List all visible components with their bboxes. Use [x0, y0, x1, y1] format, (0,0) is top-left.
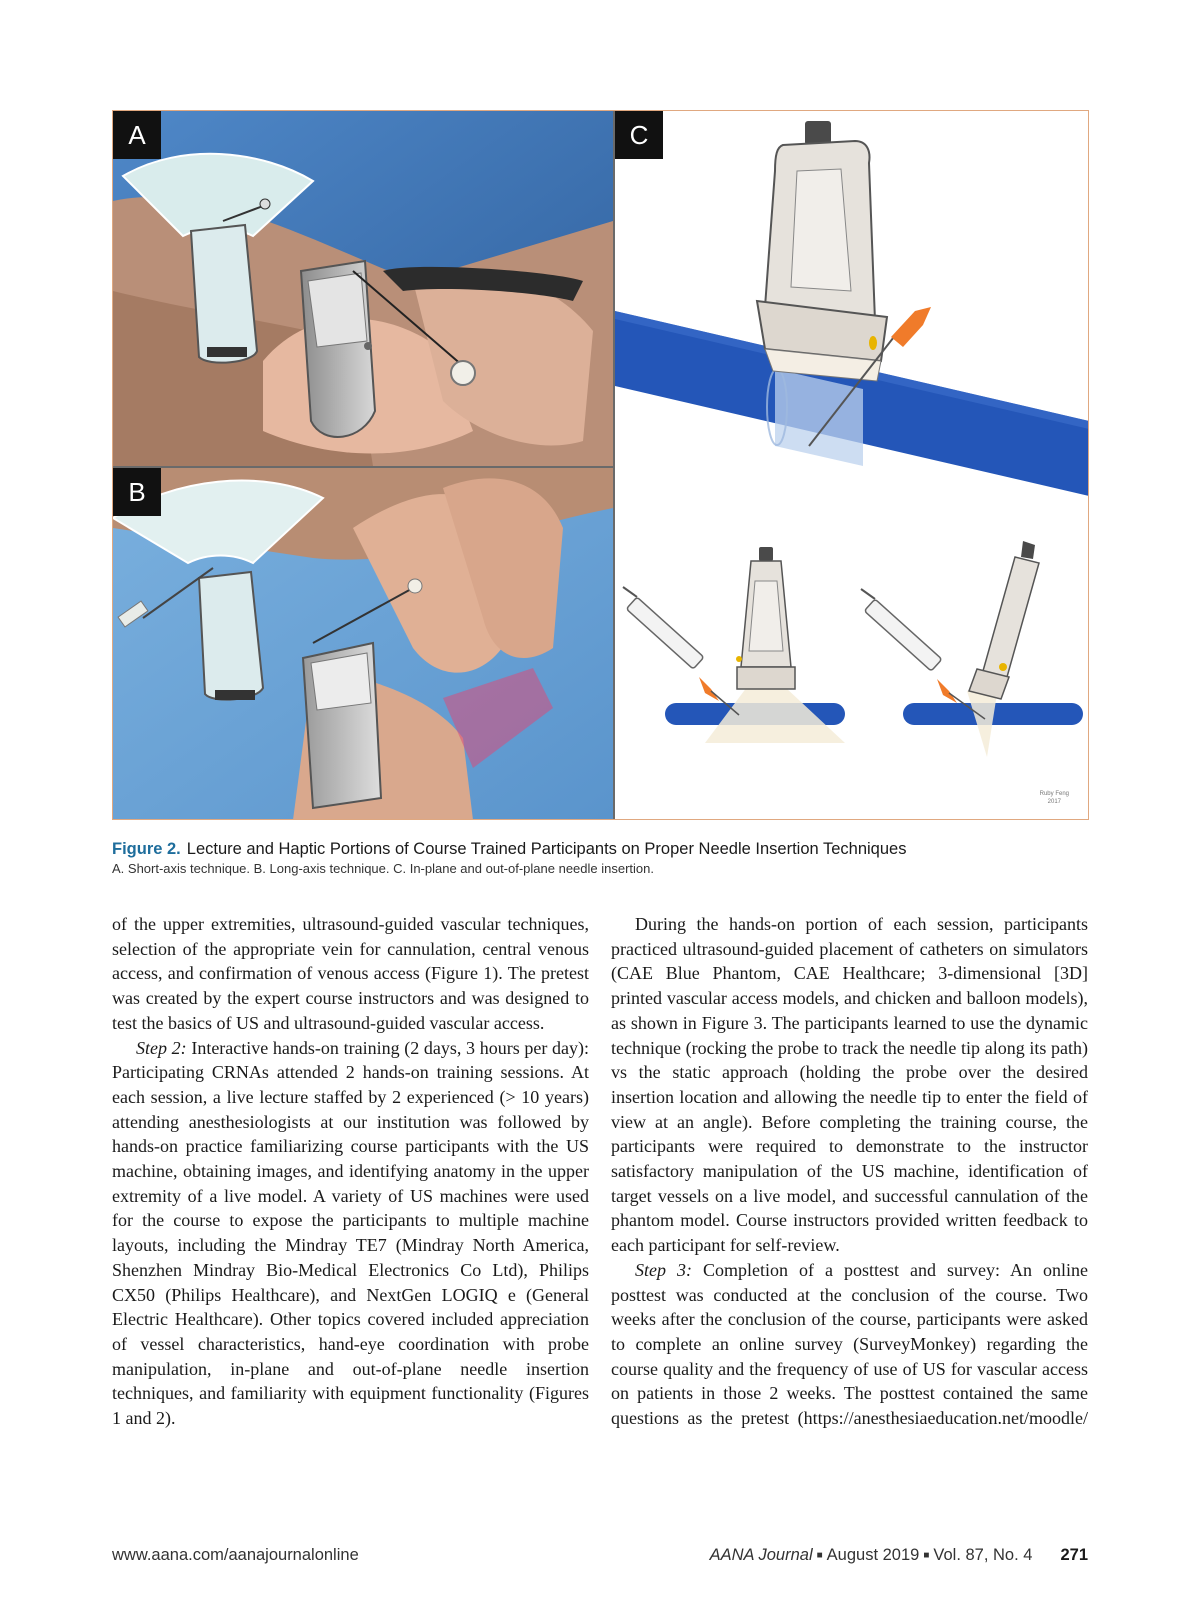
syringe-icon: [623, 587, 739, 715]
figure-2: [112, 110, 1089, 820]
issue-date: August 2019: [826, 1546, 920, 1564]
ultrasound-probe-icon: [736, 547, 795, 689]
ultrasound-probe-icon: [969, 541, 1039, 699]
paragraph-step-2: [112, 1036, 589, 1431]
body-column-right: [611, 912, 1088, 1431]
syringe-icon: [861, 589, 985, 719]
panel-c: [615, 111, 1089, 820]
caption-title: Lecture and Haptic Portions of Course Trained Participants on Proper Needle Insertion Techniques: [186, 840, 907, 858]
panel-b-illustration: [113, 468, 613, 820]
footer-separator: ■: [923, 1550, 930, 1561]
panel-label-a: A: [113, 111, 161, 159]
footer-citation: [710, 1544, 1088, 1567]
ultrasound-probe-icon: [301, 261, 375, 437]
footer-url[interactable]: www.aana.com/aanajournalonline: [112, 1546, 359, 1564]
volume-issue: Vol. 87, No. 4: [933, 1546, 1033, 1564]
paragraph-text: Completion of a posttest and survey: An online posttest was conducted at the conclusion of the course. Two weeks after the conclusion of the course, participants were asked to complete an online survey (SurveyMonkey) regarding the course quality and the frequency of use of US for vascular access on patients in those 2 weeks. The posttest contained the same questions as the pretest (https://anesthesiaeducation.net/moodle/: [611, 1259, 1089, 1429]
paragraph-text: Interactive hands-on training (2 days, 3 hours per day): Participating CRNAs attended 2 hands-on training sessions. At each session, a live lecture staffed by 2 experienced (> 10 years) attending anesthesiologists at our institution was followed by hands-on practice familiarizing course participants with the US machine, obtaining images, and identifying anatomy in the upper extremity of a live model. A variety of US machines were used for the course to expose the participants to multiple machine layouts, including the Mindray TE7 (Mindray North America, Shenzhen Mindray Bio-Medical Electronics Co Ltd), Philips CX50 (Philips Healthcare), and NextGen LOGIQ e (General Electric Healthcare). Other topics covered included appreciation of vessel characteristics, hand-eye coordination with probe manipulation, in-plane and out-of-plane needle insertion techniques, and familiarity with equipment functionality (Figures 1 and 2).: [112, 1037, 589, 1429]
ultrasound-probe-icon: [757, 121, 887, 381]
caption-title-line: [112, 838, 1089, 860]
credit-name: Ruby Feng: [1039, 791, 1069, 797]
page-number: 271: [1060, 1546, 1088, 1564]
paragraph: of the upper extremities, ultrasound-guided vascular techniques, selection of the appropriate vein for cannulation, central venous access, and confirmation of venous access (Figure 1). The pretest was created by the expert course instructors and was designed to test the basics of US and ultrasound-guided vascular access.: [112, 914, 589, 1033]
panel-label-b: B: [113, 468, 161, 516]
panel-a: [113, 111, 613, 466]
step-label: Step 3:: [635, 1259, 692, 1280]
caption-subtitle: A. Short-axis technique. B. Long-axis technique. C. In-plane and out-of-plane needle insertion.: [112, 861, 655, 876]
journal-name: AANA Journal: [709, 1546, 813, 1564]
figure-caption: [112, 838, 1089, 878]
panel-a-illustration: [113, 111, 613, 466]
panel-b: [113, 468, 613, 820]
step-label: Step 2:: [136, 1037, 187, 1058]
ultrasound-probe-icon: [303, 643, 381, 808]
body-column-left: [112, 912, 589, 1431]
panel-label-c: C: [615, 111, 663, 159]
caption-label: Figure 2.: [112, 840, 181, 858]
paragraph-step-3: [611, 1258, 1088, 1431]
credit-year: 2017: [1047, 799, 1061, 805]
footer-separator: ■: [816, 1550, 823, 1561]
illustration-credit: [1040, 790, 1069, 806]
panel-c-illustration: [615, 111, 1089, 820]
paragraph: During the hands-on portion of each session, participants practiced ultrasound-guided placement of catheters on simulators (CAE Blue Phantom, CAE Healthcare; 3-dimensional [3D] printed vascular access models, and chicken and balloon models), as shown in Figure 3. The participants learned to use the dynamic technique (rocking the probe to track the needle tip along its path) vs the static approach (holding the probe over the desired insertion location and allowing the needle tip to enter the field of view at an angle). Before completing the training course, the participants were required to demonstrate to the instructor satisfactory manipulation of the US machine, identification of target vessels on a live model, and successful cannulation of the phantom model. Course instructors provided written feedback to each participant for self-review.: [611, 914, 1088, 1256]
